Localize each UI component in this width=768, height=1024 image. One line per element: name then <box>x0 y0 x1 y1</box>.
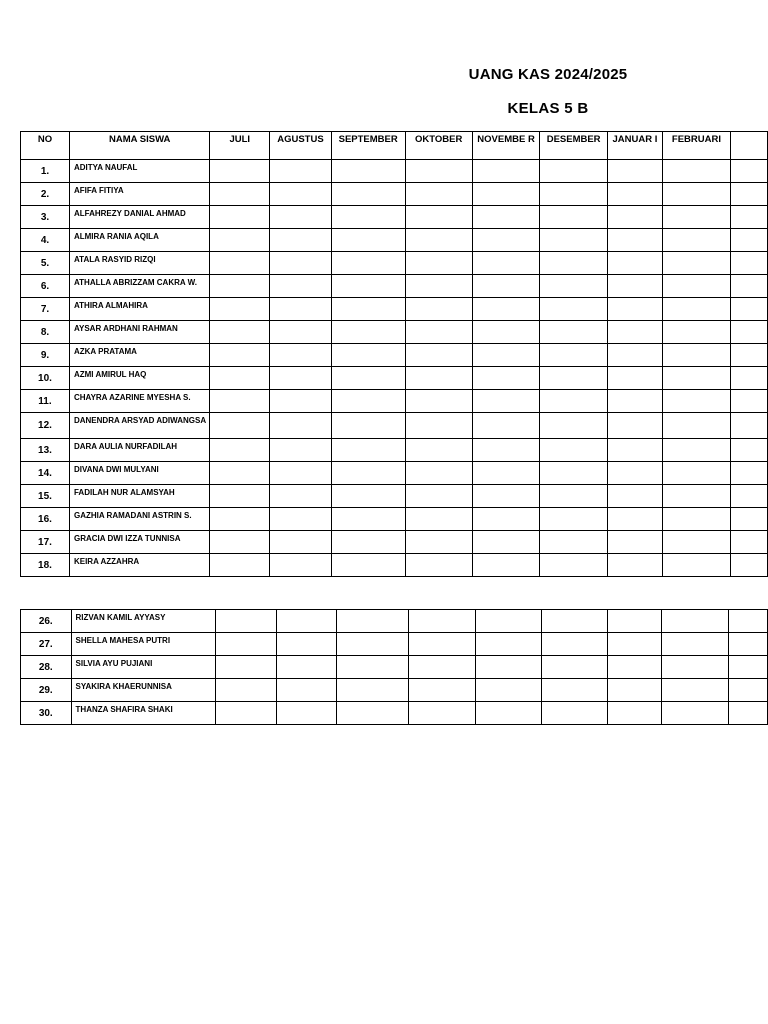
payment-cell[interactable] <box>542 610 608 633</box>
payment-cell[interactable] <box>270 229 332 252</box>
table-row <box>21 554 768 577</box>
payment-cell[interactable] <box>662 633 729 656</box>
table-row <box>21 610 768 633</box>
row-number: 18. <box>21 554 70 577</box>
payment-cell[interactable] <box>331 160 405 183</box>
row-number: 5. <box>21 252 70 275</box>
payment-cell[interactable] <box>337 633 409 656</box>
payment-cell[interactable] <box>331 413 405 439</box>
student-name: AFIFA FITIYA <box>69 183 210 206</box>
payment-cell[interactable] <box>662 229 730 252</box>
payment-cell[interactable] <box>608 160 663 183</box>
payment-cell[interactable] <box>662 439 730 462</box>
payment-cell[interactable] <box>331 275 405 298</box>
payment-cell[interactable] <box>210 321 270 344</box>
payment-cell[interactable] <box>210 275 270 298</box>
payment-cell[interactable] <box>331 298 405 321</box>
row-number: 11. <box>21 390 70 413</box>
payment-cell[interactable] <box>731 439 768 462</box>
payment-cell[interactable] <box>662 275 730 298</box>
payment-cell[interactable] <box>608 252 663 275</box>
cash-table-top <box>20 131 768 577</box>
student-name: DARA AULIA NURFADILAH <box>69 439 210 462</box>
payment-cell[interactable] <box>276 702 337 725</box>
row-number: 4. <box>21 229 70 252</box>
row-number: 26. <box>21 610 72 633</box>
payment-cell[interactable] <box>210 367 270 390</box>
payment-cell[interactable] <box>731 206 768 229</box>
payment-cell[interactable] <box>731 229 768 252</box>
payment-cell[interactable] <box>331 229 405 252</box>
table-row <box>21 531 768 554</box>
payment-cell[interactable] <box>731 367 768 390</box>
payment-cell[interactable] <box>216 633 277 656</box>
payment-cell[interactable] <box>331 367 405 390</box>
payment-cell[interactable] <box>331 183 405 206</box>
payment-cell[interactable] <box>608 679 662 702</box>
student-name: ATALA RASYID RIZQI <box>69 252 210 275</box>
payment-cell[interactable] <box>662 367 730 390</box>
payment-cell[interactable] <box>270 485 332 508</box>
payment-cell[interactable] <box>608 610 662 633</box>
payment-cell[interactable] <box>731 390 768 413</box>
payment-cell[interactable] <box>731 160 768 183</box>
payment-cell[interactable] <box>409 610 475 633</box>
payment-cell[interactable] <box>405 531 472 554</box>
payment-cell[interactable] <box>662 206 730 229</box>
table-row <box>21 413 768 439</box>
payment-cell[interactable] <box>662 462 730 485</box>
payment-cell[interactable] <box>540 183 608 206</box>
payment-cell[interactable] <box>540 462 608 485</box>
column-header: NOVEMBE R <box>472 132 539 160</box>
payment-cell[interactable] <box>540 344 608 367</box>
table-row <box>21 367 768 390</box>
table-header-row <box>21 132 768 160</box>
payment-cell[interactable] <box>405 462 472 485</box>
payment-cell[interactable] <box>409 702 475 725</box>
payment-cell[interactable] <box>409 633 475 656</box>
payment-cell[interactable] <box>276 610 337 633</box>
student-name: SILVIA AYU PUJIANI <box>71 656 216 679</box>
column-header <box>731 132 768 160</box>
payment-cell[interactable] <box>270 439 332 462</box>
payment-cell[interactable] <box>405 183 472 206</box>
payment-cell[interactable] <box>472 367 539 390</box>
payment-cell[interactable] <box>608 298 663 321</box>
payment-cell[interactable] <box>662 252 730 275</box>
payment-cell[interactable] <box>540 508 608 531</box>
table-row <box>21 206 768 229</box>
payment-cell[interactable] <box>475 656 541 679</box>
payment-cell[interactable] <box>472 298 539 321</box>
payment-cell[interactable] <box>270 298 332 321</box>
payment-cell[interactable] <box>472 554 539 577</box>
payment-cell[interactable] <box>729 679 768 702</box>
payment-cell[interactable] <box>472 485 539 508</box>
payment-cell[interactable] <box>331 531 405 554</box>
table-row <box>21 508 768 531</box>
page-subtitle: KELAS 5 B <box>507 100 589 117</box>
payment-cell[interactable] <box>331 462 405 485</box>
column-header: SEPTEMBER <box>331 132 405 160</box>
payment-cell[interactable] <box>662 344 730 367</box>
payment-cell[interactable] <box>662 656 729 679</box>
payment-cell[interactable] <box>542 656 608 679</box>
payment-cell[interactable] <box>608 462 663 485</box>
payment-cell[interactable] <box>472 390 539 413</box>
student-name: DIVANA DWI MULYANI <box>69 462 210 485</box>
payment-cell[interactable] <box>472 160 539 183</box>
row-number: 15. <box>21 485 70 508</box>
row-number: 10. <box>21 367 70 390</box>
payment-cell[interactable] <box>475 633 541 656</box>
payment-cell[interactable] <box>729 656 768 679</box>
payment-cell[interactable] <box>276 633 337 656</box>
payment-cell[interactable] <box>270 275 332 298</box>
payment-cell[interactable] <box>540 206 608 229</box>
row-number: 27. <box>21 633 72 656</box>
table-row <box>21 390 768 413</box>
payment-cell[interactable] <box>405 252 472 275</box>
payment-cell[interactable] <box>662 298 730 321</box>
page-title: UANG KAS 2024/2025 <box>468 66 628 83</box>
payment-cell[interactable] <box>210 390 270 413</box>
column-header: JANUAR I <box>608 132 663 160</box>
payment-cell[interactable] <box>472 508 539 531</box>
payment-cell[interactable] <box>331 252 405 275</box>
row-number: 12. <box>21 413 70 439</box>
payment-cell[interactable] <box>608 344 663 367</box>
payment-cell[interactable] <box>472 252 539 275</box>
student-name: GAZHIA RAMADANI ASTRIN S. <box>69 508 210 531</box>
payment-cell[interactable] <box>729 702 768 725</box>
payment-cell[interactable] <box>270 321 332 344</box>
payment-cell[interactable] <box>662 610 729 633</box>
row-number: 14. <box>21 462 70 485</box>
payment-cell[interactable] <box>662 183 730 206</box>
payment-cell[interactable] <box>210 229 270 252</box>
payment-cell[interactable] <box>472 413 539 439</box>
table-row <box>21 252 768 275</box>
table-row <box>21 679 768 702</box>
row-number: 13. <box>21 439 70 462</box>
cash-table-bottom <box>20 609 768 725</box>
payment-cell[interactable] <box>608 531 663 554</box>
payment-cell[interactable] <box>337 656 409 679</box>
table-row <box>21 183 768 206</box>
column-header: DESEMBER <box>540 132 608 160</box>
payment-cell[interactable] <box>210 344 270 367</box>
payment-cell[interactable] <box>731 531 768 554</box>
payment-cell[interactable] <box>608 656 662 679</box>
row-number: 9. <box>21 344 70 367</box>
row-number: 30. <box>21 702 72 725</box>
payment-cell[interactable] <box>405 229 472 252</box>
payment-cell[interactable] <box>731 252 768 275</box>
payment-cell[interactable] <box>405 206 472 229</box>
payment-cell[interactable] <box>331 439 405 462</box>
table-row <box>21 656 768 679</box>
student-name: RIZVAN KAMIL AYYASY <box>71 610 216 633</box>
row-number: 3. <box>21 206 70 229</box>
student-name: CHAYRA AZARINE MYESHA S. <box>69 390 210 413</box>
payment-cell[interactable] <box>409 679 475 702</box>
payment-cell[interactable] <box>731 298 768 321</box>
payment-cell[interactable] <box>405 508 472 531</box>
table-row <box>21 229 768 252</box>
table-row <box>21 462 768 485</box>
payment-cell[interactable] <box>405 390 472 413</box>
payment-cell[interactable] <box>337 679 409 702</box>
column-header: NAMA SISWA <box>69 132 210 160</box>
payment-cell[interactable] <box>405 439 472 462</box>
payment-cell[interactable] <box>210 252 270 275</box>
payment-cell[interactable] <box>270 390 332 413</box>
payment-cell[interactable] <box>331 554 405 577</box>
student-name: SYAKIRA KHAERUNNISA <box>71 679 216 702</box>
payment-cell[interactable] <box>731 413 768 439</box>
column-header: FEBRUARI <box>662 132 730 160</box>
payment-cell[interactable] <box>216 610 277 633</box>
payment-cell[interactable] <box>662 485 730 508</box>
payment-cell[interactable] <box>540 321 608 344</box>
payment-cell[interactable] <box>475 679 541 702</box>
payment-cell[interactable] <box>210 206 270 229</box>
payment-cell[interactable] <box>405 485 472 508</box>
payment-cell[interactable] <box>337 610 409 633</box>
payment-cell[interactable] <box>210 298 270 321</box>
payment-cell[interactable] <box>337 702 409 725</box>
payment-cell[interactable] <box>608 229 663 252</box>
table-row <box>21 702 768 725</box>
row-number: 1. <box>21 160 70 183</box>
table-row <box>21 275 768 298</box>
payment-cell[interactable] <box>608 321 663 344</box>
payment-cell[interactable] <box>210 554 270 577</box>
payment-cell[interactable] <box>270 462 332 485</box>
payment-cell[interactable] <box>331 508 405 531</box>
payment-cell[interactable] <box>608 183 663 206</box>
payment-cell[interactable] <box>731 485 768 508</box>
payment-cell[interactable] <box>216 656 277 679</box>
student-name: ALFAHREZY DANIAL AHMAD <box>69 206 210 229</box>
payment-cell[interactable] <box>405 275 472 298</box>
payment-cell[interactable] <box>540 275 608 298</box>
payment-cell[interactable] <box>662 679 729 702</box>
payment-cell[interactable] <box>210 183 270 206</box>
payment-cell[interactable] <box>662 390 730 413</box>
row-number: 16. <box>21 508 70 531</box>
payment-cell[interactable] <box>472 229 539 252</box>
payment-cell[interactable] <box>210 462 270 485</box>
payment-cell[interactable] <box>270 413 332 439</box>
payment-cell[interactable] <box>270 531 332 554</box>
payment-cell[interactable] <box>210 508 270 531</box>
row-number: 29. <box>21 679 72 702</box>
column-header: JULI <box>210 132 270 160</box>
payment-cell[interactable] <box>472 531 539 554</box>
payment-cell[interactable] <box>729 610 768 633</box>
payment-cell[interactable] <box>608 275 663 298</box>
payment-cell[interactable] <box>276 656 337 679</box>
payment-cell[interactable] <box>540 554 608 577</box>
row-number: 6. <box>21 275 70 298</box>
table-row <box>21 298 768 321</box>
payment-cell[interactable] <box>540 531 608 554</box>
payment-cell[interactable] <box>608 485 663 508</box>
payment-cell[interactable] <box>731 554 768 577</box>
row-number: 8. <box>21 321 70 344</box>
student-name: ATHALLA ABRIZZAM CAKRA W. <box>69 275 210 298</box>
payment-cell[interactable] <box>731 344 768 367</box>
student-name: THANZA SHAFIRA SHAKI <box>71 702 216 725</box>
payment-cell[interactable] <box>662 702 729 725</box>
payment-cell[interactable] <box>608 390 663 413</box>
student-name: AZKA PRATAMA <box>69 344 210 367</box>
student-name: AZMI AMIRUL HAQ <box>69 367 210 390</box>
payment-cell[interactable] <box>542 702 608 725</box>
payment-cell[interactable] <box>331 321 405 344</box>
payment-cell[interactable] <box>542 679 608 702</box>
payment-cell[interactable] <box>731 321 768 344</box>
payment-cell[interactable] <box>731 508 768 531</box>
table-row <box>21 160 768 183</box>
table-row <box>21 344 768 367</box>
column-header: OKTOBER <box>405 132 472 160</box>
payment-cell[interactable] <box>270 344 332 367</box>
column-header: AGUSTUS <box>270 132 332 160</box>
payment-cell[interactable] <box>540 413 608 439</box>
student-name: GRACIA DWI IZZA TUNNISA <box>69 531 210 554</box>
payment-cell[interactable] <box>210 485 270 508</box>
payment-cell[interactable] <box>540 252 608 275</box>
payment-cell[interactable] <box>405 344 472 367</box>
payment-cell[interactable] <box>662 321 730 344</box>
row-number: 28. <box>21 656 72 679</box>
payment-cell[interactable] <box>540 229 608 252</box>
payment-cell[interactable] <box>472 344 539 367</box>
payment-cell[interactable] <box>731 183 768 206</box>
payment-cell[interactable] <box>276 679 337 702</box>
payment-cell[interactable] <box>270 554 332 577</box>
payment-cell[interactable] <box>662 160 730 183</box>
payment-cell[interactable] <box>405 160 472 183</box>
row-number: 17. <box>21 531 70 554</box>
payment-cell[interactable] <box>475 610 541 633</box>
payment-cell[interactable] <box>472 321 539 344</box>
payment-cell[interactable] <box>270 183 332 206</box>
payment-cell[interactable] <box>472 206 539 229</box>
payment-cell[interactable] <box>542 633 608 656</box>
payment-cell[interactable] <box>331 206 405 229</box>
payment-cell[interactable] <box>331 344 405 367</box>
payment-cell[interactable] <box>540 160 608 183</box>
payment-cell[interactable] <box>405 413 472 439</box>
payment-cell[interactable] <box>270 367 332 390</box>
payment-cell[interactable] <box>210 413 270 439</box>
payment-cell[interactable] <box>331 485 405 508</box>
student-name: FADILAH NUR ALAMSYAH <box>69 485 210 508</box>
payment-cell[interactable] <box>608 702 662 725</box>
payment-cell[interactable] <box>731 462 768 485</box>
student-name: ADITYA NAUFAL <box>69 160 210 183</box>
payment-cell[interactable] <box>608 439 663 462</box>
payment-cell[interactable] <box>216 702 277 725</box>
column-header: NO <box>21 132 70 160</box>
table-row <box>21 485 768 508</box>
payment-cell[interactable] <box>472 183 539 206</box>
payment-cell[interactable] <box>540 485 608 508</box>
payment-cell[interactable] <box>540 367 608 390</box>
payment-cell[interactable] <box>409 656 475 679</box>
payment-cell[interactable] <box>540 390 608 413</box>
payment-cell[interactable] <box>540 439 608 462</box>
table-row <box>21 321 768 344</box>
payment-cell[interactable] <box>729 633 768 656</box>
payment-cell[interactable] <box>270 508 332 531</box>
payment-cell[interactable] <box>210 439 270 462</box>
payment-cell[interactable] <box>662 531 730 554</box>
payment-cell[interactable] <box>216 679 277 702</box>
payment-cell[interactable] <box>475 702 541 725</box>
payment-cell[interactable] <box>210 531 270 554</box>
payment-cell[interactable] <box>270 206 332 229</box>
payment-cell[interactable] <box>608 633 662 656</box>
payment-cell[interactable] <box>731 275 768 298</box>
student-name: AYSAR ARDHANI RAHMAN <box>69 321 210 344</box>
payment-cell[interactable] <box>472 439 539 462</box>
payment-cell[interactable] <box>608 413 663 439</box>
payment-cell[interactable] <box>405 321 472 344</box>
payment-cell[interactable] <box>608 554 663 577</box>
student-name: ATHIRA ALMAHIRA <box>69 298 210 321</box>
payment-cell[interactable] <box>608 206 663 229</box>
payment-cell[interactable] <box>662 413 730 439</box>
payment-cell[interactable] <box>662 508 730 531</box>
row-number: 2. <box>21 183 70 206</box>
table-row <box>21 439 768 462</box>
student-name: SHELLA MAHESA PUTRI <box>71 633 216 656</box>
payment-cell[interactable] <box>405 554 472 577</box>
payment-cell[interactable] <box>270 160 332 183</box>
payment-cell[interactable] <box>472 462 539 485</box>
student-name: KEIRA AZZAHRA <box>69 554 210 577</box>
payment-cell[interactable] <box>608 508 663 531</box>
student-name: ALMIRA RANIA AQILA <box>69 229 210 252</box>
student-name: DANENDRA ARSYAD ADIWANGSA <box>69 413 210 439</box>
payment-cell[interactable] <box>662 554 730 577</box>
payment-cell[interactable] <box>472 275 539 298</box>
payment-cell[interactable] <box>540 298 608 321</box>
payment-cell[interactable] <box>210 160 270 183</box>
payment-cell[interactable] <box>331 390 405 413</box>
table-row <box>21 633 768 656</box>
payment-cell[interactable] <box>608 367 663 390</box>
row-number: 7. <box>21 298 70 321</box>
payment-cell[interactable] <box>405 298 472 321</box>
payment-cell[interactable] <box>270 252 332 275</box>
payment-cell[interactable] <box>405 367 472 390</box>
